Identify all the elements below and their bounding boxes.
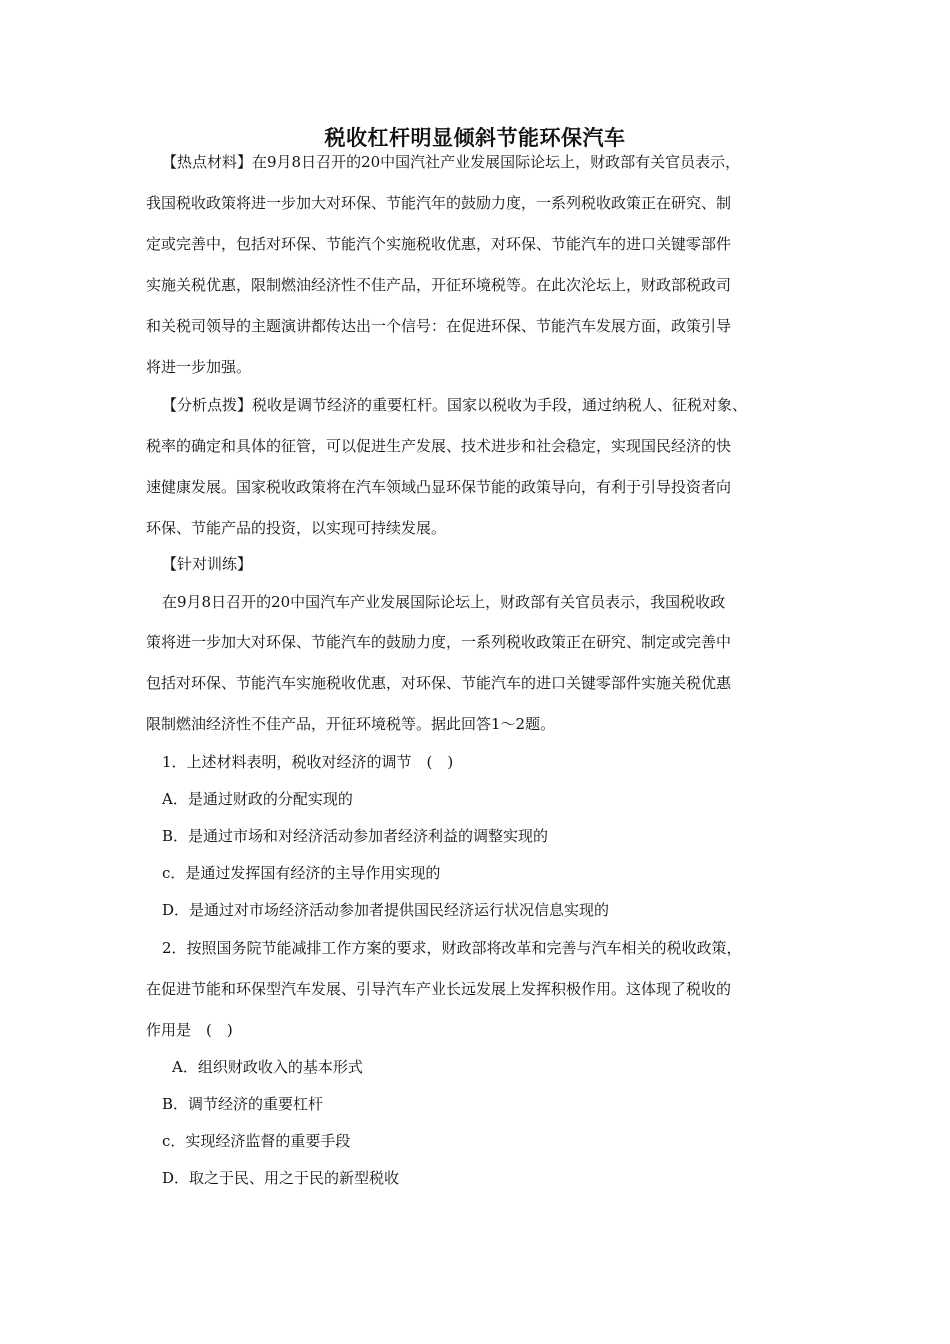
hot-material-line: 和关税司领导的主题演讲都传达出一个信号：在促进环保、节能汽车发展方面，政策引导 — [146, 317, 732, 335]
question-1-option-d: D．是通过对市场经济活动参加者提供国民经济运行状况信息实现的 — [162, 901, 610, 919]
question-2-stem-line: 2．按照国务院节能减排工作方案的要求，财政部将改革和完善与汽车相关的税收政策， — [162, 939, 742, 957]
training-heading: 【针对训练】 — [162, 555, 253, 573]
question-2-stem-line: 作用是 ( ) — [146, 1021, 233, 1039]
question-2-option-c: c．实现经济监督的重要手段 — [162, 1132, 351, 1150]
hot-material-line: 将进一步加强。 — [146, 358, 252, 376]
hot-material-line: 【热点材料】在9月8日召开的20中国汽社产业发展国际论坛上，财政部有关官员表示， — [162, 153, 741, 171]
question-2-stem-line: 在促进节能和环保型汽车发展、引导汽车产业长远发展上发挥积极作用。这体现了税收的 — [146, 980, 732, 998]
analysis-line: 税率的确定和具体的征管，可以促进生产发展、技术进步和社会稳定，实现国民经济的快 — [146, 437, 732, 455]
analysis-line: 【分析点拨】税收是调节经济的重要杠杆。国家以税收为手段，通过纳税人、征税对象、 — [162, 396, 748, 414]
hot-material-line: 我国税收政策将进一步加大对环保、节能汽年的鼓励力度，一系列税收政策正在研究、制 — [146, 194, 732, 212]
question-1-option-b: B．是通过市场和对经济活动参加者经济利益的调整实现的 — [162, 827, 549, 845]
training-intro-line: 在9月8日召开的20中国汽车产业发展国际论坛上，财政部有关官员表示，我国税收政 — [162, 593, 726, 611]
analysis-line: 速健康发展。国家税收政策将在汽车领域凸显环保节能的政策导向，有利于引导投资者向 — [146, 478, 732, 496]
question-1-stem: 1．上述材料表明，税收对经济的调节 ( ) — [162, 753, 454, 771]
analysis-line: 环保、节能产品的投资，以实现可持续发展。 — [146, 519, 447, 537]
training-intro-line: 策将进一步加大对环保、节能汽车的鼓励力度，一系列税收政策正在研究、制定或完善中 — [146, 633, 732, 651]
hot-material-line: 实施关税优惠，限制燃油经济性不佳产品，开征环境税等。在此次沦坛上，财政部税政司 — [146, 276, 732, 294]
question-1-option-a: A．是通过财政的分配实现的 — [162, 790, 353, 808]
question-2-option-d: D．取之于民、用之于民的新型税收 — [162, 1169, 400, 1187]
document-title: 税收杠杆明显倾斜节能环保汽车 — [324, 126, 626, 150]
hot-material-line: 定或完善中，包括对环保、节能汽个实施税收优惠，对环保、节能汽车的进口关键零部件 — [146, 235, 732, 253]
question-1-option-c: c．是通过发挥国有经济的主导作用实现的 — [162, 864, 441, 882]
training-intro-line: 包括对环保、节能汽车实施税收优惠，对环保、节能汽车的进口关键零部件实施关税优惠 — [146, 674, 732, 692]
training-intro-line: 限制燃油经济性不佳产品，开征环境税等。据此回答1～2题。 — [146, 715, 556, 733]
question-2-option-b: B．调节经济的重要杠杆 — [162, 1095, 324, 1113]
question-2-option-a: A．组织财政收入的基本形式 — [172, 1058, 363, 1076]
